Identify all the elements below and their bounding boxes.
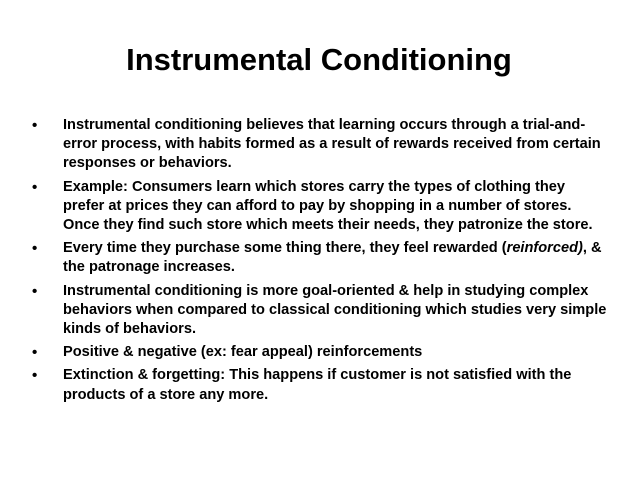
bullet-item (32, 239, 610, 277)
bullet-marker: • (32, 178, 38, 196)
bullet-item (32, 178, 610, 236)
bullet-item (32, 282, 610, 340)
bullet-marker: • (32, 282, 38, 300)
bullet-text-after: , & the patronage increases. (63, 240, 602, 276)
bullet-marker: • (32, 344, 38, 362)
bullet-text-before: Every time they purchase some thing there, they feel rewarded ( (63, 240, 507, 257)
bullet-item (32, 366, 610, 404)
bullet-text: Positive & negative (ex: fear appeal) reinforcements (63, 344, 423, 361)
bullet-item (32, 116, 610, 174)
slide-title: Instrumental Conditioning (126, 42, 512, 77)
bullet-marker: • (32, 240, 38, 258)
bullet-item (32, 343, 610, 362)
bullet-list (32, 116, 610, 409)
bullet-text: Example: Consumers learn which stores carry the types of clothing they prefer at prices they can afford to pay by shopping in a number of stores. Once they find such store which meets their needs, they patronize the store. (63, 178, 593, 234)
bullet-text: Extinction & forgetting: This happens if customer is not satisfied with the products of a store any more. (63, 367, 572, 403)
bullet-text: Instrumental conditioning is more goal-oriented & help in studying complex behaviors when compared to classical conditioning which studies very simple kinds of behaviors. (63, 282, 607, 338)
bullet-marker: • (32, 117, 38, 134)
bullet-marker: • (32, 367, 38, 385)
bullet-text: Instrumental conditioning believes that learning occurs through a trial-and-error process, with habits formed as a result of rewards received from certain responses or behaviors. (63, 117, 601, 172)
bullet-text-emphasis: reinforced) (506, 240, 583, 257)
